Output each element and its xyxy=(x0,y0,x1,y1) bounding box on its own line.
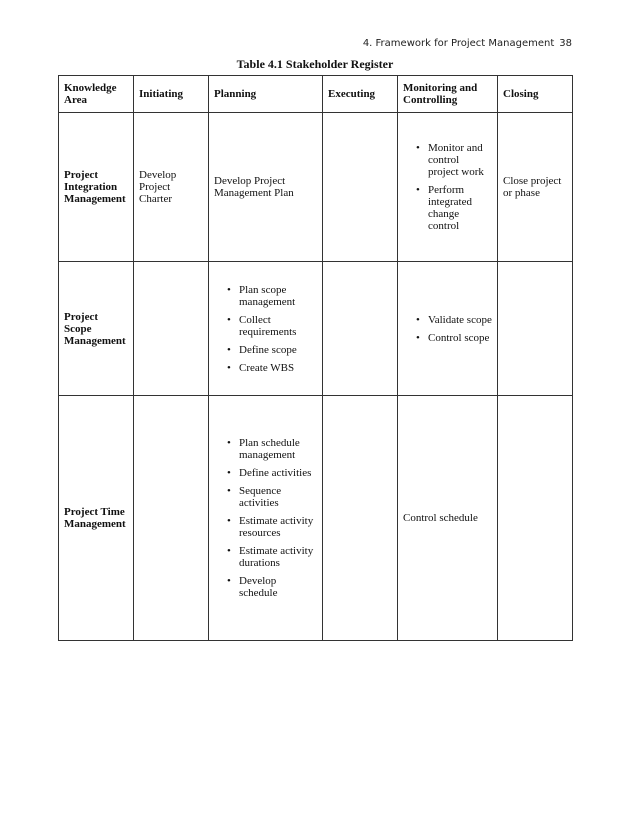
closing-cell: Close project or phase xyxy=(498,113,573,262)
monitoring-cell xyxy=(398,262,498,396)
list-item: • Sequence activities xyxy=(239,485,317,509)
list-item: • Create WBS xyxy=(239,362,317,374)
list-item: • Perform integrated change control xyxy=(428,184,492,232)
column-header: Planning xyxy=(209,76,323,113)
knowledge-area-cell: Project Scope Management xyxy=(59,262,134,396)
table-row xyxy=(59,262,573,396)
list-item: • Plan scope management xyxy=(239,284,317,308)
column-header: Knowledge Area xyxy=(59,76,134,113)
knowledge-area-cell: Project Time Management xyxy=(59,396,134,641)
initiating-cell xyxy=(134,262,209,396)
table-row xyxy=(59,113,573,262)
knowledge-area-cell: Project Integration Management xyxy=(59,113,134,262)
list-item: • Define scope xyxy=(239,344,317,356)
running-header xyxy=(363,38,572,49)
list-item: • Monitor and control project work xyxy=(428,142,492,178)
column-header: Executing xyxy=(323,76,398,113)
column-header: Monitoring and Controlling xyxy=(398,76,498,113)
table-header-row xyxy=(59,76,573,113)
process-list xyxy=(403,142,492,232)
process-list xyxy=(214,284,317,374)
list-item: • Control scope xyxy=(428,332,492,344)
monitoring-cell: Control schedule xyxy=(398,396,498,641)
column-header: Closing xyxy=(498,76,573,113)
list-item: • Plan schedule management xyxy=(239,437,317,461)
planning-cell xyxy=(209,262,323,396)
executing-cell xyxy=(323,262,398,396)
column-header: Initiating xyxy=(134,76,209,113)
list-item: • Collect requirements xyxy=(239,314,317,338)
list-item: • Estimate activity durations xyxy=(239,545,317,569)
list-item: • Develop schedule xyxy=(239,575,317,599)
monitoring-cell xyxy=(398,113,498,262)
planning-cell xyxy=(209,396,323,641)
executing-cell xyxy=(323,396,398,641)
page-number: 38 xyxy=(559,38,572,49)
stakeholder-register-table xyxy=(58,75,573,641)
list-item: • Validate scope xyxy=(428,314,492,326)
table-row xyxy=(59,396,573,641)
table-title: Table 4.1 Stakeholder Register xyxy=(236,57,394,71)
chapter-title: 4. Framework for Project Management xyxy=(362,38,555,49)
executing-cell xyxy=(323,113,398,262)
initiating-cell: Develop Project Charter xyxy=(134,113,209,262)
closing-cell xyxy=(498,262,573,396)
closing-cell xyxy=(498,396,573,641)
process-list xyxy=(403,314,492,344)
list-item: • Define activities xyxy=(239,467,317,479)
process-list xyxy=(214,437,317,599)
initiating-cell xyxy=(134,396,209,641)
list-item: • Estimate activity resources xyxy=(239,515,317,539)
planning-cell: Develop Project Management Plan xyxy=(209,113,323,262)
